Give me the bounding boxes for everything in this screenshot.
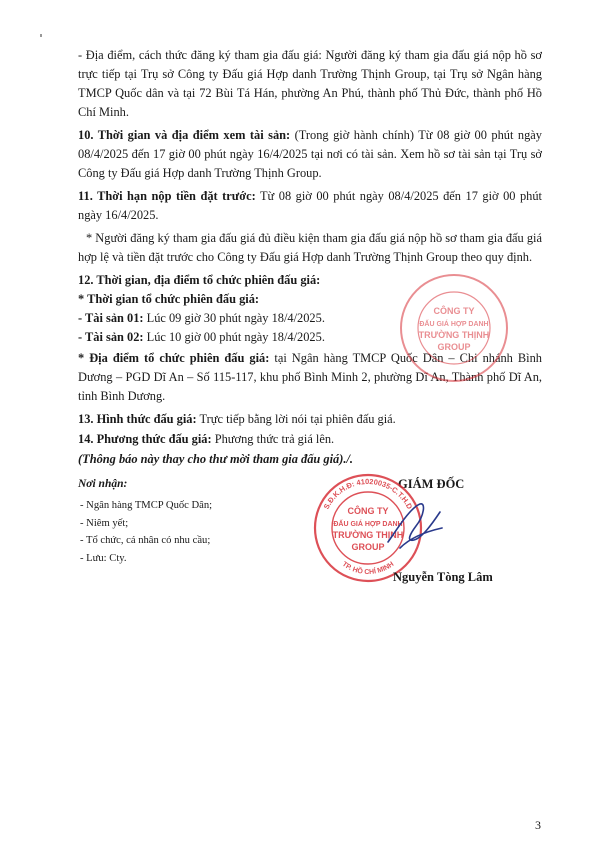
asset-02-text: Lúc 10 giờ 00 phút ngày 18/4/2025. xyxy=(143,330,325,344)
recipient-item: - Ngân hàng TMCP Quốc Dân; xyxy=(80,500,213,511)
asset-01-label: - Tài sản 01: xyxy=(78,311,144,325)
handwritten-signature xyxy=(380,498,450,558)
seal-line-1: CÔNG TY xyxy=(347,506,389,516)
seal-line-2: ĐẤU GIÁ HỢP DANH xyxy=(333,521,403,528)
scan-speck xyxy=(40,34,42,37)
auction-time-heading-text: * Thời gian tổ chức phiên đấu giá: xyxy=(78,292,260,306)
auction-place-text: tại Ngân hàng TMCP Quốc Dân – Chi nhánh Bình Dương – PGD Dĩ An – Số 115-117, khu phố Bình Minh 2, phường Dĩ An, Thành phố Dĩ An, tỉnh Bình Dương. xyxy=(78,351,542,403)
section-11-text: Từ 08 giờ 00 phút ngày 08/4/2025 đến 17 giờ 00 phút ngày 16/4/2025. xyxy=(78,189,542,222)
recipients-title: Nơi nhận: xyxy=(78,478,128,490)
asset-02-label: - Tài sản 02: xyxy=(78,330,144,344)
section-13-text: Trực tiếp bằng lời nói tại phiên đấu giá. xyxy=(196,412,396,426)
seal-code-text: S.Đ.K.H.Đ: 41020035-C.T.H.D xyxy=(321,476,415,511)
seal-line-3: TRƯỜNG THỊNH xyxy=(332,530,404,540)
recipient-item: - Tổ chức, cá nhân có nhu cầu; xyxy=(80,535,211,546)
section-14 xyxy=(78,430,542,449)
closing-note: (Thông báo này thay cho thư mời tham gia đấu giá)./. xyxy=(78,452,353,466)
asset-01-text: Lúc 09 giờ 30 phút ngày 18/4/2025. xyxy=(143,311,325,325)
signatory-name: Nguyễn Tòng Lâm xyxy=(393,570,493,584)
notice-body xyxy=(78,46,542,473)
registration-place-paragraph xyxy=(78,46,542,122)
section-14-heading: 14. Phương thức đấu giá: xyxy=(78,432,212,446)
recipient-item: - Lưu: Cty. xyxy=(80,552,127,564)
partial-seal-line-2: ĐẤU GIÁ HỢP DANH xyxy=(419,321,489,328)
section-11 xyxy=(78,187,542,225)
section-10 xyxy=(78,126,542,183)
auction-place-label: * Địa điểm tổ chức phiên đấu giá: xyxy=(78,351,270,365)
page-number: 3 xyxy=(535,818,541,832)
section-12-heading-text: 12. Thời gian, địa điểm tổ chức phiên đấu giá: xyxy=(78,273,321,287)
section-14-text: Phương thức trả giá lên. xyxy=(211,432,335,446)
section-11-heading: 11. Thời hạn nộp tiền đặt trước: xyxy=(78,189,256,203)
partial-seal-line-3: TRƯỜNG THỊNH xyxy=(418,330,490,340)
partial-seal-line-4: GROUP xyxy=(437,342,471,352)
seal-city-text: TP. HỒ CHÍ MINH xyxy=(340,560,396,577)
section-10-heading: 10. Thời gian và địa điểm xem tài sản: xyxy=(78,128,291,142)
recipient-item: - Niêm yết; xyxy=(80,517,129,529)
registration-place-text: Người đăng ký tham gia đấu giá nộp hồ sơ trực tiếp tại Trụ sở Công ty Đấu giá Hợp danh Trường Thịnh Group, tại Trụ sở Ngân hàng TMCP Quốc dân và tại 72 Bùi Tá Hán, phường An Phú, thành phố Thủ Đức, thành phố Hồ Chí Minh. xyxy=(78,48,542,119)
partial-seal-line-1: CÔNG TY xyxy=(433,306,475,316)
section-13 xyxy=(78,410,542,429)
section-10-text: (Trong giờ hành chính) Từ 08 giờ 00 phút ngày 08/4/2025 đến 17 giờ 00 phút ngày 16/4/2025 tại nơi có tài sản. Xem hồ sơ tài sản tại Trụ sở Công ty Đấu giá Hợp danh Trường Thịnh Group. xyxy=(78,128,542,180)
section-13-heading: 13. Hình thức đấu giá: xyxy=(78,412,197,426)
registration-place-label: - Địa điểm, cách thức đăng ký tham gia đấu giá: xyxy=(78,48,322,62)
seal-line-4: GROUP xyxy=(351,542,385,552)
svg-text:TP. HỒ CHÍ MINH xyxy=(341,561,396,576)
deposit-note: * Người đăng ký tham gia đấu giá đủ điều kiện tham gia đấu giá nộp hồ sơ tham gia đấu giá hợp lệ và tiền đặt trước cho Công ty Đấu giá Hợp danh Trường Thịnh Group theo quy định. xyxy=(78,231,542,264)
signatory-title: GIÁM ĐỐC xyxy=(398,477,465,491)
company-seal-partial xyxy=(398,272,510,384)
recipients-list xyxy=(80,497,212,567)
